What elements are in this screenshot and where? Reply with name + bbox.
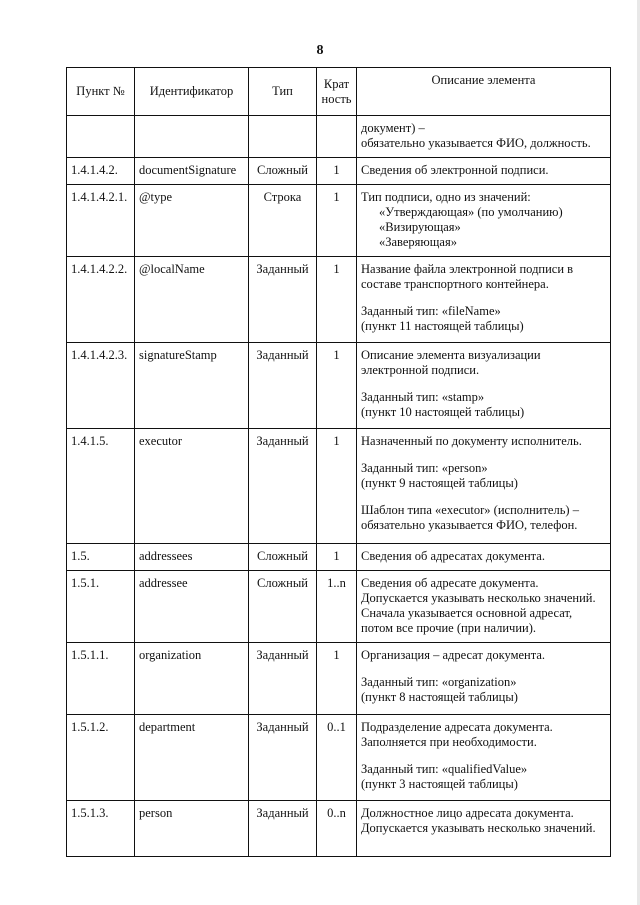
table-row bbox=[67, 257, 611, 343]
description-line: Допускается указывать несколько значений. bbox=[361, 821, 596, 835]
description-line: Подразделение адресата документа. bbox=[361, 720, 553, 734]
cell-multiplicity: 1 bbox=[317, 643, 357, 715]
table-row bbox=[67, 185, 611, 257]
cell-num: 1.5.1. bbox=[67, 571, 135, 643]
cell-type: Заданный bbox=[249, 343, 317, 429]
cell-num: 1.4.1.4.2.1. bbox=[67, 185, 135, 257]
cell-num: 1.4.1.5. bbox=[67, 429, 135, 544]
table-row bbox=[67, 429, 611, 544]
cell-multiplicity: 1 bbox=[317, 158, 357, 185]
description-line: Описание элемента визуализации электронной подписи. bbox=[361, 348, 541, 377]
description-line: Заданный тип: «qualifiedValue» bbox=[361, 762, 528, 776]
description-line: Название файла электронной подписи в составе транспортного контейнера. bbox=[361, 262, 574, 291]
description-line: обязательно указывается ФИО, должность. bbox=[361, 136, 591, 150]
cell-type: Заданный bbox=[249, 257, 317, 343]
cell-num: 1.5.1.1. bbox=[67, 643, 135, 715]
cell-description bbox=[357, 257, 611, 343]
description-line: Заданный тип: «organization» bbox=[361, 675, 517, 689]
table-row bbox=[67, 158, 611, 185]
table-row bbox=[67, 343, 611, 429]
table-row bbox=[67, 116, 611, 158]
description-line: Назначенный по документу исполнитель. bbox=[361, 434, 582, 448]
table-header-row bbox=[67, 68, 611, 116]
cell-description bbox=[357, 429, 611, 544]
table-row bbox=[67, 643, 611, 715]
description-line: Заданный тип: «fileName» bbox=[361, 304, 501, 318]
description-line: Сначала указывается основной адресат, потом все прочие (при наличии). bbox=[361, 606, 573, 635]
description-line: Должностное лицо адресата документа. bbox=[361, 806, 574, 820]
table-row bbox=[67, 801, 611, 857]
cell-type: Заданный bbox=[249, 715, 317, 801]
header-type: Тип bbox=[249, 68, 317, 116]
cell-type: Заданный bbox=[249, 801, 317, 857]
table-row bbox=[67, 571, 611, 643]
description-line: Шаблон типа «executor» (исполнитель) – bbox=[361, 503, 579, 517]
cell-multiplicity: 1 bbox=[317, 185, 357, 257]
description-line: «Утверждающая» (по умолчанию) bbox=[379, 205, 563, 219]
cell-num: 1.4.1.4.2.3. bbox=[67, 343, 135, 429]
cell-identifier: signatureStamp bbox=[135, 343, 249, 429]
cell-description bbox=[357, 571, 611, 643]
description-line: Тип подписи, одно из значений: bbox=[361, 190, 531, 204]
description-line: «Визирующая» bbox=[379, 220, 461, 234]
cell-type bbox=[249, 116, 317, 158]
cell-identifier: addressees bbox=[135, 544, 249, 571]
cell-num: 1.5.1.2. bbox=[67, 715, 135, 801]
header-identifier: Идентификатор bbox=[135, 68, 249, 116]
cell-num bbox=[67, 116, 135, 158]
description-line: (пункт 10 настоящей таблицы) bbox=[361, 405, 525, 419]
cell-num: 1.4.1.4.2. bbox=[67, 158, 135, 185]
cell-identifier: department bbox=[135, 715, 249, 801]
element-spec-table bbox=[66, 67, 611, 857]
cell-identifier: addressee bbox=[135, 571, 249, 643]
cell-description bbox=[357, 801, 611, 857]
cell-identifier: person bbox=[135, 801, 249, 857]
description-line: Организация – адресат документа. bbox=[361, 648, 546, 662]
description-line: Допускается указывать несколько значений. bbox=[361, 591, 596, 605]
cell-description bbox=[357, 643, 611, 715]
header-multiplicity-line-1: Крат bbox=[323, 76, 350, 91]
cell-identifier: executor bbox=[135, 429, 249, 544]
header-num: Пункт № bbox=[67, 68, 135, 116]
cell-num: 1.5. bbox=[67, 544, 135, 571]
cell-identifier: organization bbox=[135, 643, 249, 715]
table-row bbox=[67, 544, 611, 571]
cell-multiplicity: 1 bbox=[317, 343, 357, 429]
description-line: Сведения об электронной подписи. bbox=[361, 163, 549, 177]
description-line: Заданный тип: «person» bbox=[361, 461, 488, 475]
description-line: документ) – bbox=[361, 121, 425, 135]
description-line: (пункт 3 настоящей таблицы) bbox=[361, 777, 518, 791]
cell-type: Сложный bbox=[249, 571, 317, 643]
cell-identifier: documentSignature bbox=[135, 158, 249, 185]
description-line: «Заверяющая» bbox=[379, 235, 457, 249]
cell-num: 1.4.1.4.2.2. bbox=[67, 257, 135, 343]
cell-type: Заданный bbox=[249, 643, 317, 715]
cell-multiplicity bbox=[317, 116, 357, 158]
description-line: (пункт 8 настоящей таблицы) bbox=[361, 690, 518, 704]
cell-description bbox=[357, 185, 611, 257]
description-line: Сведения об адресатах документа. bbox=[361, 549, 545, 563]
description-line: (пункт 11 настоящей таблицы) bbox=[361, 319, 524, 333]
cell-num: 1.5.1.3. bbox=[67, 801, 135, 857]
cell-type: Сложный bbox=[249, 158, 317, 185]
table-row bbox=[67, 715, 611, 801]
description-line: Сведения об адресате документа. bbox=[361, 576, 539, 590]
cell-description bbox=[357, 343, 611, 429]
cell-multiplicity: 1 bbox=[317, 257, 357, 343]
description-line: обязательно указывается ФИО, телефон. bbox=[361, 518, 578, 532]
cell-multiplicity: 0..n bbox=[317, 801, 357, 857]
header-multiplicity-line-2: ность bbox=[321, 91, 352, 106]
page-number: 8 bbox=[316, 43, 324, 58]
description-line: (пункт 9 настоящей таблицы) bbox=[361, 476, 518, 490]
cell-identifier bbox=[135, 116, 249, 158]
header-multiplicity bbox=[317, 68, 357, 116]
cell-description bbox=[357, 715, 611, 801]
cell-type: Заданный bbox=[249, 429, 317, 544]
header-description: Описание элемента bbox=[357, 68, 611, 116]
description-line: Заданный тип: «stamp» bbox=[361, 390, 485, 404]
cell-multiplicity: 1 bbox=[317, 429, 357, 544]
cell-multiplicity: 1..n bbox=[317, 571, 357, 643]
cell-multiplicity: 1 bbox=[317, 544, 357, 571]
cell-type: Сложный bbox=[249, 544, 317, 571]
cell-description bbox=[357, 544, 611, 571]
cell-multiplicity: 0..1 bbox=[317, 715, 357, 801]
cell-identifier: @localName bbox=[135, 257, 249, 343]
cell-type: Строка bbox=[249, 185, 317, 257]
cell-identifier: @type bbox=[135, 185, 249, 257]
description-line: Заполняется при необходимости. bbox=[361, 735, 537, 749]
cell-description bbox=[357, 116, 611, 158]
cell-description bbox=[357, 158, 611, 185]
